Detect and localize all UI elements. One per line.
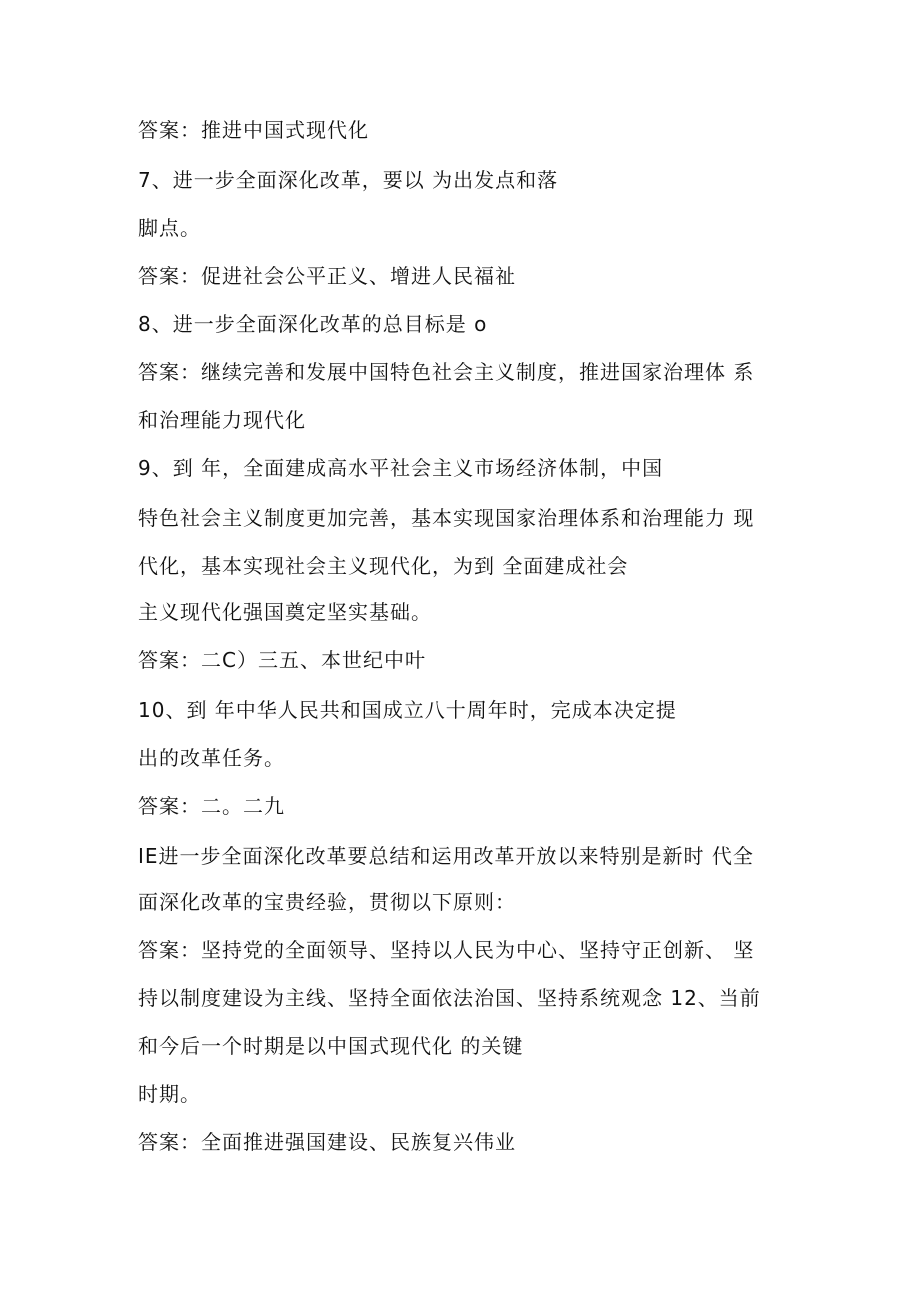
question-line-q9-cont-3: 主义现代化强国奠定坚实基础。	[138, 600, 432, 624]
question-line-q7: 7、进一步全面深化改革，要以 为出发点和落	[138, 168, 559, 192]
answer-line-q7: 答案：促进社会公平正义、增进人民福祉	[138, 264, 516, 288]
answer-line-q6: 答案：推进中国式现代化	[138, 118, 369, 142]
question-line-q10: 10、到 年中华人民共和国成立八十周年时，完成本决定提	[138, 698, 677, 722]
question-line-q9-cont-1: 特色社会主义制度更加完善，基本实现国家治理体系和治理能力 现	[138, 506, 755, 530]
answer-line-q10: 答案：二。二九	[138, 794, 285, 818]
question-line-q8: 8、进一步全面深化改革的总目标是 o	[138, 312, 488, 336]
question-line-q9-cont-2: 代化，基本实现社会主义现代化，为到 全面建成社会	[138, 554, 629, 578]
answer-line-q11-cont: 持以制度建设为主线、坚持全面依法治国、坚持系统观念 12、当前	[138, 986, 761, 1010]
question-line-q10-cont: 出的改革任务。	[138, 746, 285, 770]
answer-line-q12: 答案：全面推进强国建设、民族复兴伟业	[138, 1130, 516, 1154]
question-line-q12-cont: 时期。	[138, 1082, 201, 1106]
question-line-q12: 和今后一个时期是以中国式现代化 的关键	[138, 1034, 524, 1058]
question-line-q11-cont: 面深化改革的宝贵经验，贯彻以下原则：	[138, 890, 516, 914]
answer-line-q9: 答案：二C）三五、本世纪中叶	[138, 648, 426, 672]
answer-line-q11: 答案：坚持党的全面领导、坚持以人民为中心、坚持守正创新、 坚	[138, 938, 755, 962]
question-line-q7-cont: 脚点。	[138, 216, 201, 240]
question-line-q9: 9、到 年，全面建成高水平社会主义市场经济体制，中国	[138, 456, 664, 480]
answer-line-q8: 答案：继续完善和发展中国特色社会主义制度，推进国家治理体 系	[138, 360, 755, 384]
question-line-q11: IE进一步全面深化改革要总结和运用改革开放以来特别是新时 代全	[138, 844, 754, 868]
answer-line-q8-cont: 和治理能力现代化	[138, 408, 306, 432]
